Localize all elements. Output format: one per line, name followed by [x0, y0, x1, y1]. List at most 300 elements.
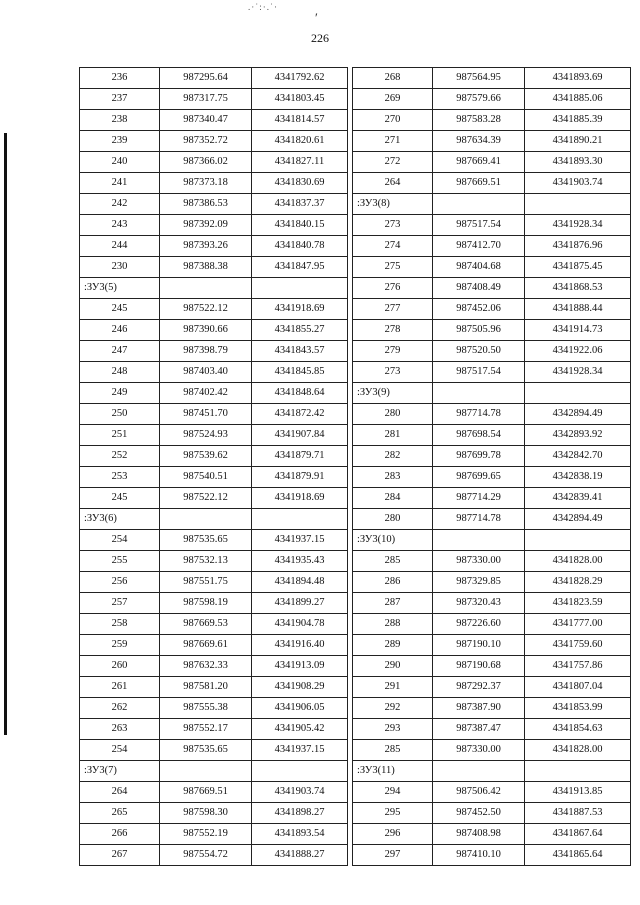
x-coordinate-cell: 987535.65: [160, 530, 252, 551]
x-coordinate-cell: 987295.64: [160, 68, 252, 89]
y-coordinate-cell: 4342842.70: [525, 446, 631, 467]
table-row: [353, 782, 631, 803]
point-number-cell: 238: [80, 110, 160, 131]
x-coordinate-cell: 987388.38: [160, 257, 252, 278]
table-row: [353, 551, 631, 572]
section-label: :ЗУ3(8): [353, 194, 433, 215]
y-coordinate-cell: 4341867.64: [525, 824, 631, 845]
table-row: [80, 152, 348, 173]
point-number-cell: 250: [80, 404, 160, 425]
y-coordinate-cell: 4341840.78: [252, 236, 348, 257]
table-row: [80, 677, 348, 698]
coordinates-table-right-body: [353, 68, 631, 866]
empty-cell: [160, 761, 252, 782]
empty-cell: [252, 509, 348, 530]
y-coordinate-cell: 4341823.59: [525, 593, 631, 614]
point-number-cell: 273: [353, 215, 433, 236]
empty-cell: [433, 194, 525, 215]
point-number-cell: 289: [353, 635, 433, 656]
y-coordinate-cell: 4341928.34: [525, 362, 631, 383]
empty-cell: [160, 509, 252, 530]
x-coordinate-cell: 987598.19: [160, 593, 252, 614]
x-coordinate-cell: 987699.65: [433, 467, 525, 488]
point-number-cell: 255: [80, 551, 160, 572]
point-number-cell: 245: [80, 299, 160, 320]
x-coordinate-cell: 987535.65: [160, 740, 252, 761]
x-coordinate-cell: 987352.72: [160, 131, 252, 152]
table-row: [353, 257, 631, 278]
point-number-cell: 242: [80, 194, 160, 215]
table-row: [353, 467, 631, 488]
point-number-cell: 243: [80, 215, 160, 236]
x-coordinate-cell: 987632.33: [160, 656, 252, 677]
x-coordinate-cell: 987403.40: [160, 362, 252, 383]
y-coordinate-cell: 4341898.27: [252, 803, 348, 824]
y-coordinate-cell: 4341906.05: [252, 698, 348, 719]
point-number-cell: 244: [80, 236, 160, 257]
point-number-cell: 295: [353, 803, 433, 824]
point-number-cell: 239: [80, 131, 160, 152]
table-row: [80, 656, 348, 677]
y-coordinate-cell: 4341854.63: [525, 719, 631, 740]
table-row: [80, 824, 348, 845]
section-row: [353, 761, 631, 782]
point-number-cell: 283: [353, 467, 433, 488]
y-coordinate-cell: 4341757.86: [525, 656, 631, 677]
x-coordinate-cell: 987387.47: [433, 719, 525, 740]
point-number-cell: 249: [80, 383, 160, 404]
table-row: [353, 488, 631, 509]
table-row: [80, 404, 348, 425]
point-number-cell: 297: [353, 845, 433, 866]
section-row: [80, 509, 348, 530]
table-row: [353, 320, 631, 341]
point-number-cell: 278: [353, 320, 433, 341]
x-coordinate-cell: 987402.42: [160, 383, 252, 404]
table-row: [353, 425, 631, 446]
y-coordinate-cell: 4341893.69: [525, 68, 631, 89]
y-coordinate-cell: 4341828.00: [525, 551, 631, 572]
x-coordinate-cell: 987714.78: [433, 404, 525, 425]
table-row: [353, 635, 631, 656]
table-row: [353, 593, 631, 614]
table-row: [80, 89, 348, 110]
point-number-cell: 294: [353, 782, 433, 803]
table-row: [80, 131, 348, 152]
table-row: [80, 341, 348, 362]
point-number-cell: 258: [80, 614, 160, 635]
point-number-cell: 274: [353, 236, 433, 257]
point-number-cell: 280: [353, 509, 433, 530]
point-number-cell: 254: [80, 530, 160, 551]
empty-cell: [252, 761, 348, 782]
empty-cell: [433, 530, 525, 551]
y-coordinate-cell: 4341885.39: [525, 110, 631, 131]
x-coordinate-cell: 987520.50: [433, 341, 525, 362]
y-coordinate-cell: 4341905.42: [252, 719, 348, 740]
table-row: [80, 551, 348, 572]
table-row: [80, 236, 348, 257]
x-coordinate-cell: 987340.47: [160, 110, 252, 131]
point-number-cell: 252: [80, 446, 160, 467]
point-number-cell: 248: [80, 362, 160, 383]
x-coordinate-cell: 987555.38: [160, 698, 252, 719]
y-coordinate-cell: 4341840.15: [252, 215, 348, 236]
y-coordinate-cell: 4341918.69: [252, 299, 348, 320]
empty-cell: [433, 383, 525, 404]
point-number-cell: 281: [353, 425, 433, 446]
x-coordinate-cell: 987398.79: [160, 341, 252, 362]
y-coordinate-cell: 4341935.43: [252, 551, 348, 572]
point-number-cell: 275: [353, 257, 433, 278]
x-coordinate-cell: 987714.29: [433, 488, 525, 509]
x-coordinate-cell: 987190.10: [433, 635, 525, 656]
point-number-cell: 261: [80, 677, 160, 698]
y-coordinate-cell: 4341913.85: [525, 782, 631, 803]
y-coordinate-cell: 4341845.85: [252, 362, 348, 383]
point-number-cell: 260: [80, 656, 160, 677]
empty-cell: [160, 278, 252, 299]
table-row: [80, 572, 348, 593]
x-coordinate-cell: 987532.13: [160, 551, 252, 572]
x-coordinate-cell: 987387.90: [433, 698, 525, 719]
table-row: [80, 614, 348, 635]
point-number-cell: 264: [353, 173, 433, 194]
x-coordinate-cell: 987317.75: [160, 89, 252, 110]
y-coordinate-cell: 4341928.34: [525, 215, 631, 236]
point-number-cell: 257: [80, 593, 160, 614]
x-coordinate-cell: 987669.51: [433, 173, 525, 194]
y-coordinate-cell: 4341894.48: [252, 572, 348, 593]
empty-cell: [525, 383, 631, 404]
y-coordinate-cell: 4341848.64: [252, 383, 348, 404]
y-coordinate-cell: 4341814.57: [252, 110, 348, 131]
point-number-cell: 256: [80, 572, 160, 593]
section-row: [80, 761, 348, 782]
y-coordinate-cell: 4341885.06: [525, 89, 631, 110]
x-coordinate-cell: 987330.00: [433, 551, 525, 572]
point-number-cell: 254: [80, 740, 160, 761]
table-row: [353, 803, 631, 824]
point-number-cell: 259: [80, 635, 160, 656]
y-coordinate-cell: 4341820.61: [252, 131, 348, 152]
x-coordinate-cell: 987522.12: [160, 488, 252, 509]
x-coordinate-cell: 987634.39: [433, 131, 525, 152]
y-coordinate-cell: 4341876.96: [525, 236, 631, 257]
point-number-cell: 230: [80, 257, 160, 278]
y-coordinate-cell: 4341868.53: [525, 278, 631, 299]
y-coordinate-cell: 4341828.00: [525, 740, 631, 761]
y-coordinate-cell: 4341903.74: [252, 782, 348, 803]
x-coordinate-cell: 987554.72: [160, 845, 252, 866]
page-number: 226: [311, 31, 329, 45]
y-coordinate-cell: 4341916.40: [252, 635, 348, 656]
table-row: [80, 362, 348, 383]
point-number-cell: 292: [353, 698, 433, 719]
point-number-cell: 268: [353, 68, 433, 89]
table-row: [353, 299, 631, 320]
section-label: :ЗУ3(7): [80, 761, 160, 782]
point-number-cell: 287: [353, 593, 433, 614]
table-row: [80, 257, 348, 278]
y-coordinate-cell: 4341918.69: [252, 488, 348, 509]
y-coordinate-cell: 4341879.91: [252, 467, 348, 488]
point-number-cell: 271: [353, 131, 433, 152]
y-coordinate-cell: 4341855.27: [252, 320, 348, 341]
point-number-cell: 293: [353, 719, 433, 740]
point-number-cell: 280: [353, 404, 433, 425]
table-row: [80, 194, 348, 215]
y-coordinate-cell: 4341837.37: [252, 194, 348, 215]
x-coordinate-cell: 987524.93: [160, 425, 252, 446]
x-coordinate-cell: 987506.42: [433, 782, 525, 803]
x-coordinate-cell: 987226.60: [433, 614, 525, 635]
y-coordinate-cell: 4341888.27: [252, 845, 348, 866]
x-coordinate-cell: 987412.70: [433, 236, 525, 257]
y-coordinate-cell: 4341828.29: [525, 572, 631, 593]
point-number-cell: 291: [353, 677, 433, 698]
y-coordinate-cell: 4341807.04: [525, 677, 631, 698]
point-number-cell: 247: [80, 341, 160, 362]
x-coordinate-cell: 987581.20: [160, 677, 252, 698]
x-coordinate-cell: 987386.53: [160, 194, 252, 215]
margin-rule: [4, 133, 7, 735]
coordinates-table-right: [352, 67, 631, 866]
y-coordinate-cell: 4341777.00: [525, 614, 631, 635]
table-row: [80, 719, 348, 740]
table-row: [353, 614, 631, 635]
point-number-cell: 284: [353, 488, 433, 509]
section-label: :ЗУ3(9): [353, 383, 433, 404]
y-coordinate-cell: 4341913.09: [252, 656, 348, 677]
y-coordinate-cell: 4341937.15: [252, 740, 348, 761]
point-number-cell: 276: [353, 278, 433, 299]
y-coordinate-cell: 4341937.15: [252, 530, 348, 551]
table-row: [353, 362, 631, 383]
x-coordinate-cell: 987452.06: [433, 299, 525, 320]
section-row: [353, 383, 631, 404]
x-coordinate-cell: 987552.17: [160, 719, 252, 740]
table-row: [80, 215, 348, 236]
table-row: [80, 68, 348, 89]
table-row: [353, 173, 631, 194]
y-coordinate-cell: 4342839.41: [525, 488, 631, 509]
section-label: :ЗУ3(10): [353, 530, 433, 551]
y-coordinate-cell: 4341759.60: [525, 635, 631, 656]
x-coordinate-cell: 987698.54: [433, 425, 525, 446]
point-number-cell: 241: [80, 173, 160, 194]
x-coordinate-cell: 987320.43: [433, 593, 525, 614]
point-number-cell: 251: [80, 425, 160, 446]
empty-cell: [252, 278, 348, 299]
x-coordinate-cell: 987190.68: [433, 656, 525, 677]
table-row: [353, 215, 631, 236]
point-number-cell: 263: [80, 719, 160, 740]
x-coordinate-cell: 987393.26: [160, 236, 252, 257]
x-coordinate-cell: 987539.62: [160, 446, 252, 467]
point-number-cell: 266: [80, 824, 160, 845]
y-coordinate-cell: 4341853.99: [525, 698, 631, 719]
empty-cell: [525, 530, 631, 551]
x-coordinate-cell: 987699.78: [433, 446, 525, 467]
coordinates-table-left-body: [80, 68, 348, 866]
table-row: [80, 446, 348, 467]
x-coordinate-cell: 987564.95: [433, 68, 525, 89]
x-coordinate-cell: 987329.85: [433, 572, 525, 593]
scan-artifact-mark: ʹ: [315, 10, 319, 25]
x-coordinate-cell: 987505.96: [433, 320, 525, 341]
point-number-cell: 246: [80, 320, 160, 341]
point-number-cell: 240: [80, 152, 160, 173]
x-coordinate-cell: 987451.70: [160, 404, 252, 425]
point-number-cell: 282: [353, 446, 433, 467]
table-row: [80, 467, 348, 488]
table-row: [80, 782, 348, 803]
point-number-cell: 279: [353, 341, 433, 362]
point-number-cell: 264: [80, 782, 160, 803]
y-coordinate-cell: 4341843.57: [252, 341, 348, 362]
point-number-cell: 269: [353, 89, 433, 110]
table-row: [80, 320, 348, 341]
y-coordinate-cell: 4341879.71: [252, 446, 348, 467]
point-number-cell: 267: [80, 845, 160, 866]
point-number-cell: 290: [353, 656, 433, 677]
point-number-cell: 288: [353, 614, 433, 635]
y-coordinate-cell: 4342894.49: [525, 509, 631, 530]
x-coordinate-cell: 987552.19: [160, 824, 252, 845]
x-coordinate-cell: 987522.12: [160, 299, 252, 320]
table-row: [353, 656, 631, 677]
y-coordinate-cell: 4341792.62: [252, 68, 348, 89]
y-coordinate-cell: 4341803.45: [252, 89, 348, 110]
x-coordinate-cell: 987392.09: [160, 215, 252, 236]
table-row: [80, 530, 348, 551]
point-number-cell: 296: [353, 824, 433, 845]
table-row: [353, 110, 631, 131]
table-row: [353, 278, 631, 299]
x-coordinate-cell: 987598.30: [160, 803, 252, 824]
x-coordinate-cell: 987292.37: [433, 677, 525, 698]
y-coordinate-cell: 4341907.84: [252, 425, 348, 446]
y-coordinate-cell: 4341890.21: [525, 131, 631, 152]
table-row: [353, 824, 631, 845]
empty-cell: [433, 761, 525, 782]
table-row: [80, 173, 348, 194]
y-coordinate-cell: 4341865.64: [525, 845, 631, 866]
point-number-cell: 245: [80, 488, 160, 509]
x-coordinate-cell: 987669.53: [160, 614, 252, 635]
y-coordinate-cell: 4342838.19: [525, 467, 631, 488]
x-coordinate-cell: 987408.98: [433, 824, 525, 845]
section-row: [80, 278, 348, 299]
x-coordinate-cell: 987330.00: [433, 740, 525, 761]
table-row: [80, 110, 348, 131]
point-number-cell: 262: [80, 698, 160, 719]
y-coordinate-cell: 4342893.92: [525, 425, 631, 446]
table-row: [80, 425, 348, 446]
empty-cell: [525, 761, 631, 782]
point-number-cell: 273: [353, 362, 433, 383]
x-coordinate-cell: 987579.66: [433, 89, 525, 110]
x-coordinate-cell: 987390.66: [160, 320, 252, 341]
point-number-cell: 253: [80, 467, 160, 488]
table-row: [353, 68, 631, 89]
x-coordinate-cell: 987408.49: [433, 278, 525, 299]
table-row: [353, 845, 631, 866]
table-row: [80, 740, 348, 761]
coordinates-table-left: [79, 67, 348, 866]
section-label: :ЗУ3(5): [80, 278, 160, 299]
table-row: [353, 740, 631, 761]
table-row: [80, 593, 348, 614]
table-row: [353, 152, 631, 173]
table-row: [353, 698, 631, 719]
table-row: [353, 572, 631, 593]
table-row: [353, 446, 631, 467]
section-row: [353, 530, 631, 551]
point-number-cell: 286: [353, 572, 433, 593]
table-row: [353, 89, 631, 110]
y-coordinate-cell: 4341914.73: [525, 320, 631, 341]
y-coordinate-cell: 4342894.49: [525, 404, 631, 425]
table-row: [80, 803, 348, 824]
table-row: [80, 383, 348, 404]
y-coordinate-cell: 4341887.53: [525, 803, 631, 824]
table-row: [353, 236, 631, 257]
y-coordinate-cell: 4341893.30: [525, 152, 631, 173]
table-row: [353, 404, 631, 425]
table-row: [353, 677, 631, 698]
y-coordinate-cell: 4341847.95: [252, 257, 348, 278]
point-number-cell: 277: [353, 299, 433, 320]
point-number-cell: 272: [353, 152, 433, 173]
y-coordinate-cell: 4341875.45: [525, 257, 631, 278]
y-coordinate-cell: 4341903.74: [525, 173, 631, 194]
x-coordinate-cell: 987410.10: [433, 845, 525, 866]
point-number-cell: 237: [80, 89, 160, 110]
y-coordinate-cell: 4341827.11: [252, 152, 348, 173]
y-coordinate-cell: 4341893.54: [252, 824, 348, 845]
y-coordinate-cell: 4341899.27: [252, 593, 348, 614]
scan-artifact-top: .·˙:·.˙·: [248, 2, 278, 12]
table-row: [353, 719, 631, 740]
table-row: [80, 635, 348, 656]
x-coordinate-cell: 987551.75: [160, 572, 252, 593]
y-coordinate-cell: 4341922.06: [525, 341, 631, 362]
x-coordinate-cell: 987669.51: [160, 782, 252, 803]
y-coordinate-cell: 4341904.78: [252, 614, 348, 635]
section-label: :ЗУ3(6): [80, 509, 160, 530]
empty-cell: [525, 194, 631, 215]
x-coordinate-cell: 987714.78: [433, 509, 525, 530]
table-row: [80, 845, 348, 866]
x-coordinate-cell: 987366.02: [160, 152, 252, 173]
x-coordinate-cell: 987583.28: [433, 110, 525, 131]
point-number-cell: 270: [353, 110, 433, 131]
point-number-cell: 285: [353, 740, 433, 761]
table-row: [353, 509, 631, 530]
x-coordinate-cell: 987404.68: [433, 257, 525, 278]
y-coordinate-cell: 4341888.44: [525, 299, 631, 320]
table-row: [353, 341, 631, 362]
x-coordinate-cell: 987373.18: [160, 173, 252, 194]
table-row: [353, 131, 631, 152]
x-coordinate-cell: 987517.54: [433, 362, 525, 383]
point-number-cell: 236: [80, 68, 160, 89]
y-coordinate-cell: 4341872.42: [252, 404, 348, 425]
x-coordinate-cell: 987517.54: [433, 215, 525, 236]
x-coordinate-cell: 987540.51: [160, 467, 252, 488]
